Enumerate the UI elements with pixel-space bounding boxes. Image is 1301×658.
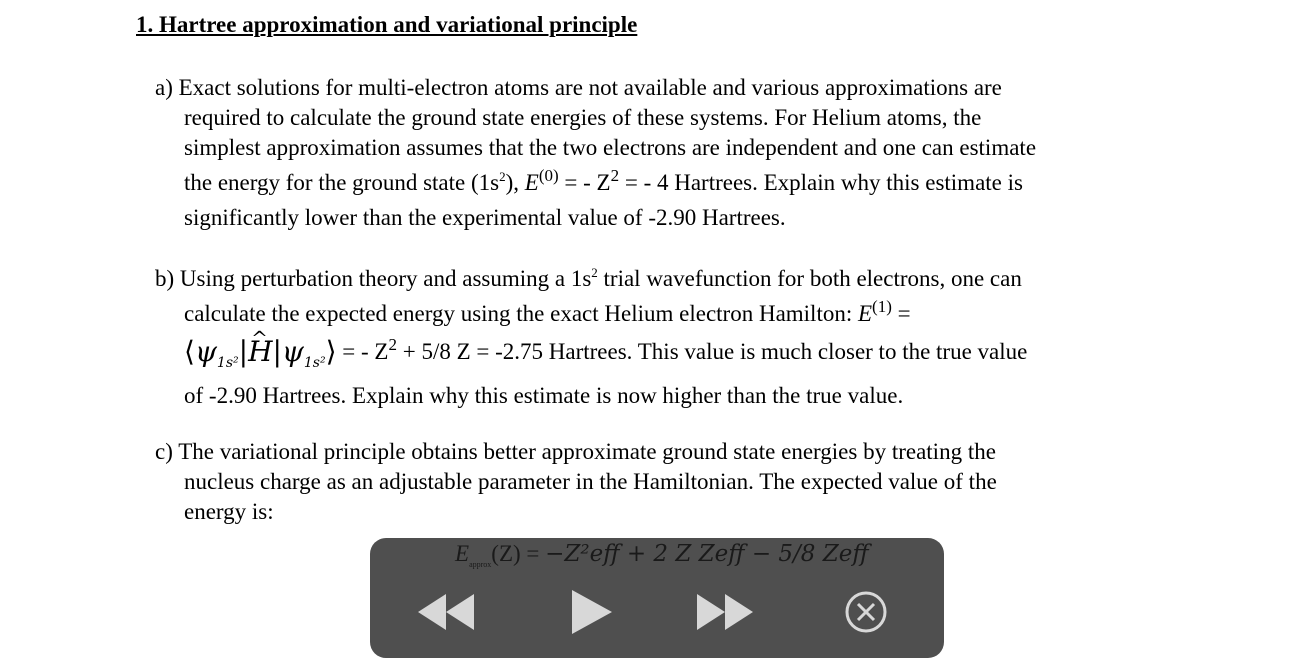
- question-c-line1: c) The variational principle obtains better approximate ground state energies by treating the: [155, 439, 996, 464]
- bra-ket-expression: $⟨\psi_{1s^2}|\^{}$ $H|\psi_{1s^2}⟩$: [184, 335, 337, 368]
- question-a: [155, 73, 1175, 233]
- question-a-line4: the energy for the ground state $(1s^2)$, $E^{(0)}$ = - $Z^2$ = - 4 Hartrees. Explain why this estimate is: [184, 166, 1023, 195]
- play-button[interactable]: [570, 590, 616, 634]
- fast-forward-icon: [695, 590, 761, 634]
- close-button[interactable]: [844, 590, 888, 634]
- question-a-line3: simplest approximation assumes that the two electrons are independent and one can estimate: [184, 135, 1037, 160]
- question-b-line2: calculate the expected energy using the exact Helium electron Hamilton: $E^{(1)}$ =: [184, 297, 911, 326]
- rewind-button[interactable]: [414, 590, 480, 634]
- question-b-line4: of -2.90 Hartrees. Explain why this estimate is now higher than the true value.: [184, 383, 904, 408]
- fast-forward-button[interactable]: [695, 590, 761, 634]
- play-icon: [570, 590, 616, 634]
- question-a-line5: significantly lower than the experimental value of -2.90 Hartrees.: [184, 205, 786, 230]
- question-c-line2: nucleus charge as an adjustable parameter in the Hamiltonian. The expected value of the: [184, 469, 997, 494]
- question-b: [155, 264, 1175, 411]
- question-a-line1: a) Exact solutions for multi-electron atoms are not available and various approximations are: [155, 75, 1002, 100]
- rewind-icon: [414, 590, 480, 634]
- page-title: 1. Hartree approximation and variational principle: [136, 12, 638, 37]
- question-c: [155, 437, 1175, 527]
- question-a-line2: required to calculate the ground state energies of these systems. For Helium atoms, the: [184, 105, 982, 130]
- close-circle-icon: [844, 590, 888, 634]
- energy-formula: $E_{approx}(Z) = -Z^2eff + 2$ Z Zeff − 5/8 Zeff: [455, 541, 869, 569]
- question-b-line1: b) Using perturbation theory and assuming a $1s^2$ trial wavefunction for both electrons, one can: [155, 265, 1022, 291]
- question-c-line3: energy is:: [184, 499, 274, 524]
- question-b-line3: $⟨\psi_{1s^2}|\^{}$ $H|\psi_{1s^2}⟩$ = - $Z^2 + 5/8$ Z = -2.75 Hartrees. This value is much closer to the true value: [155, 334, 1175, 381]
